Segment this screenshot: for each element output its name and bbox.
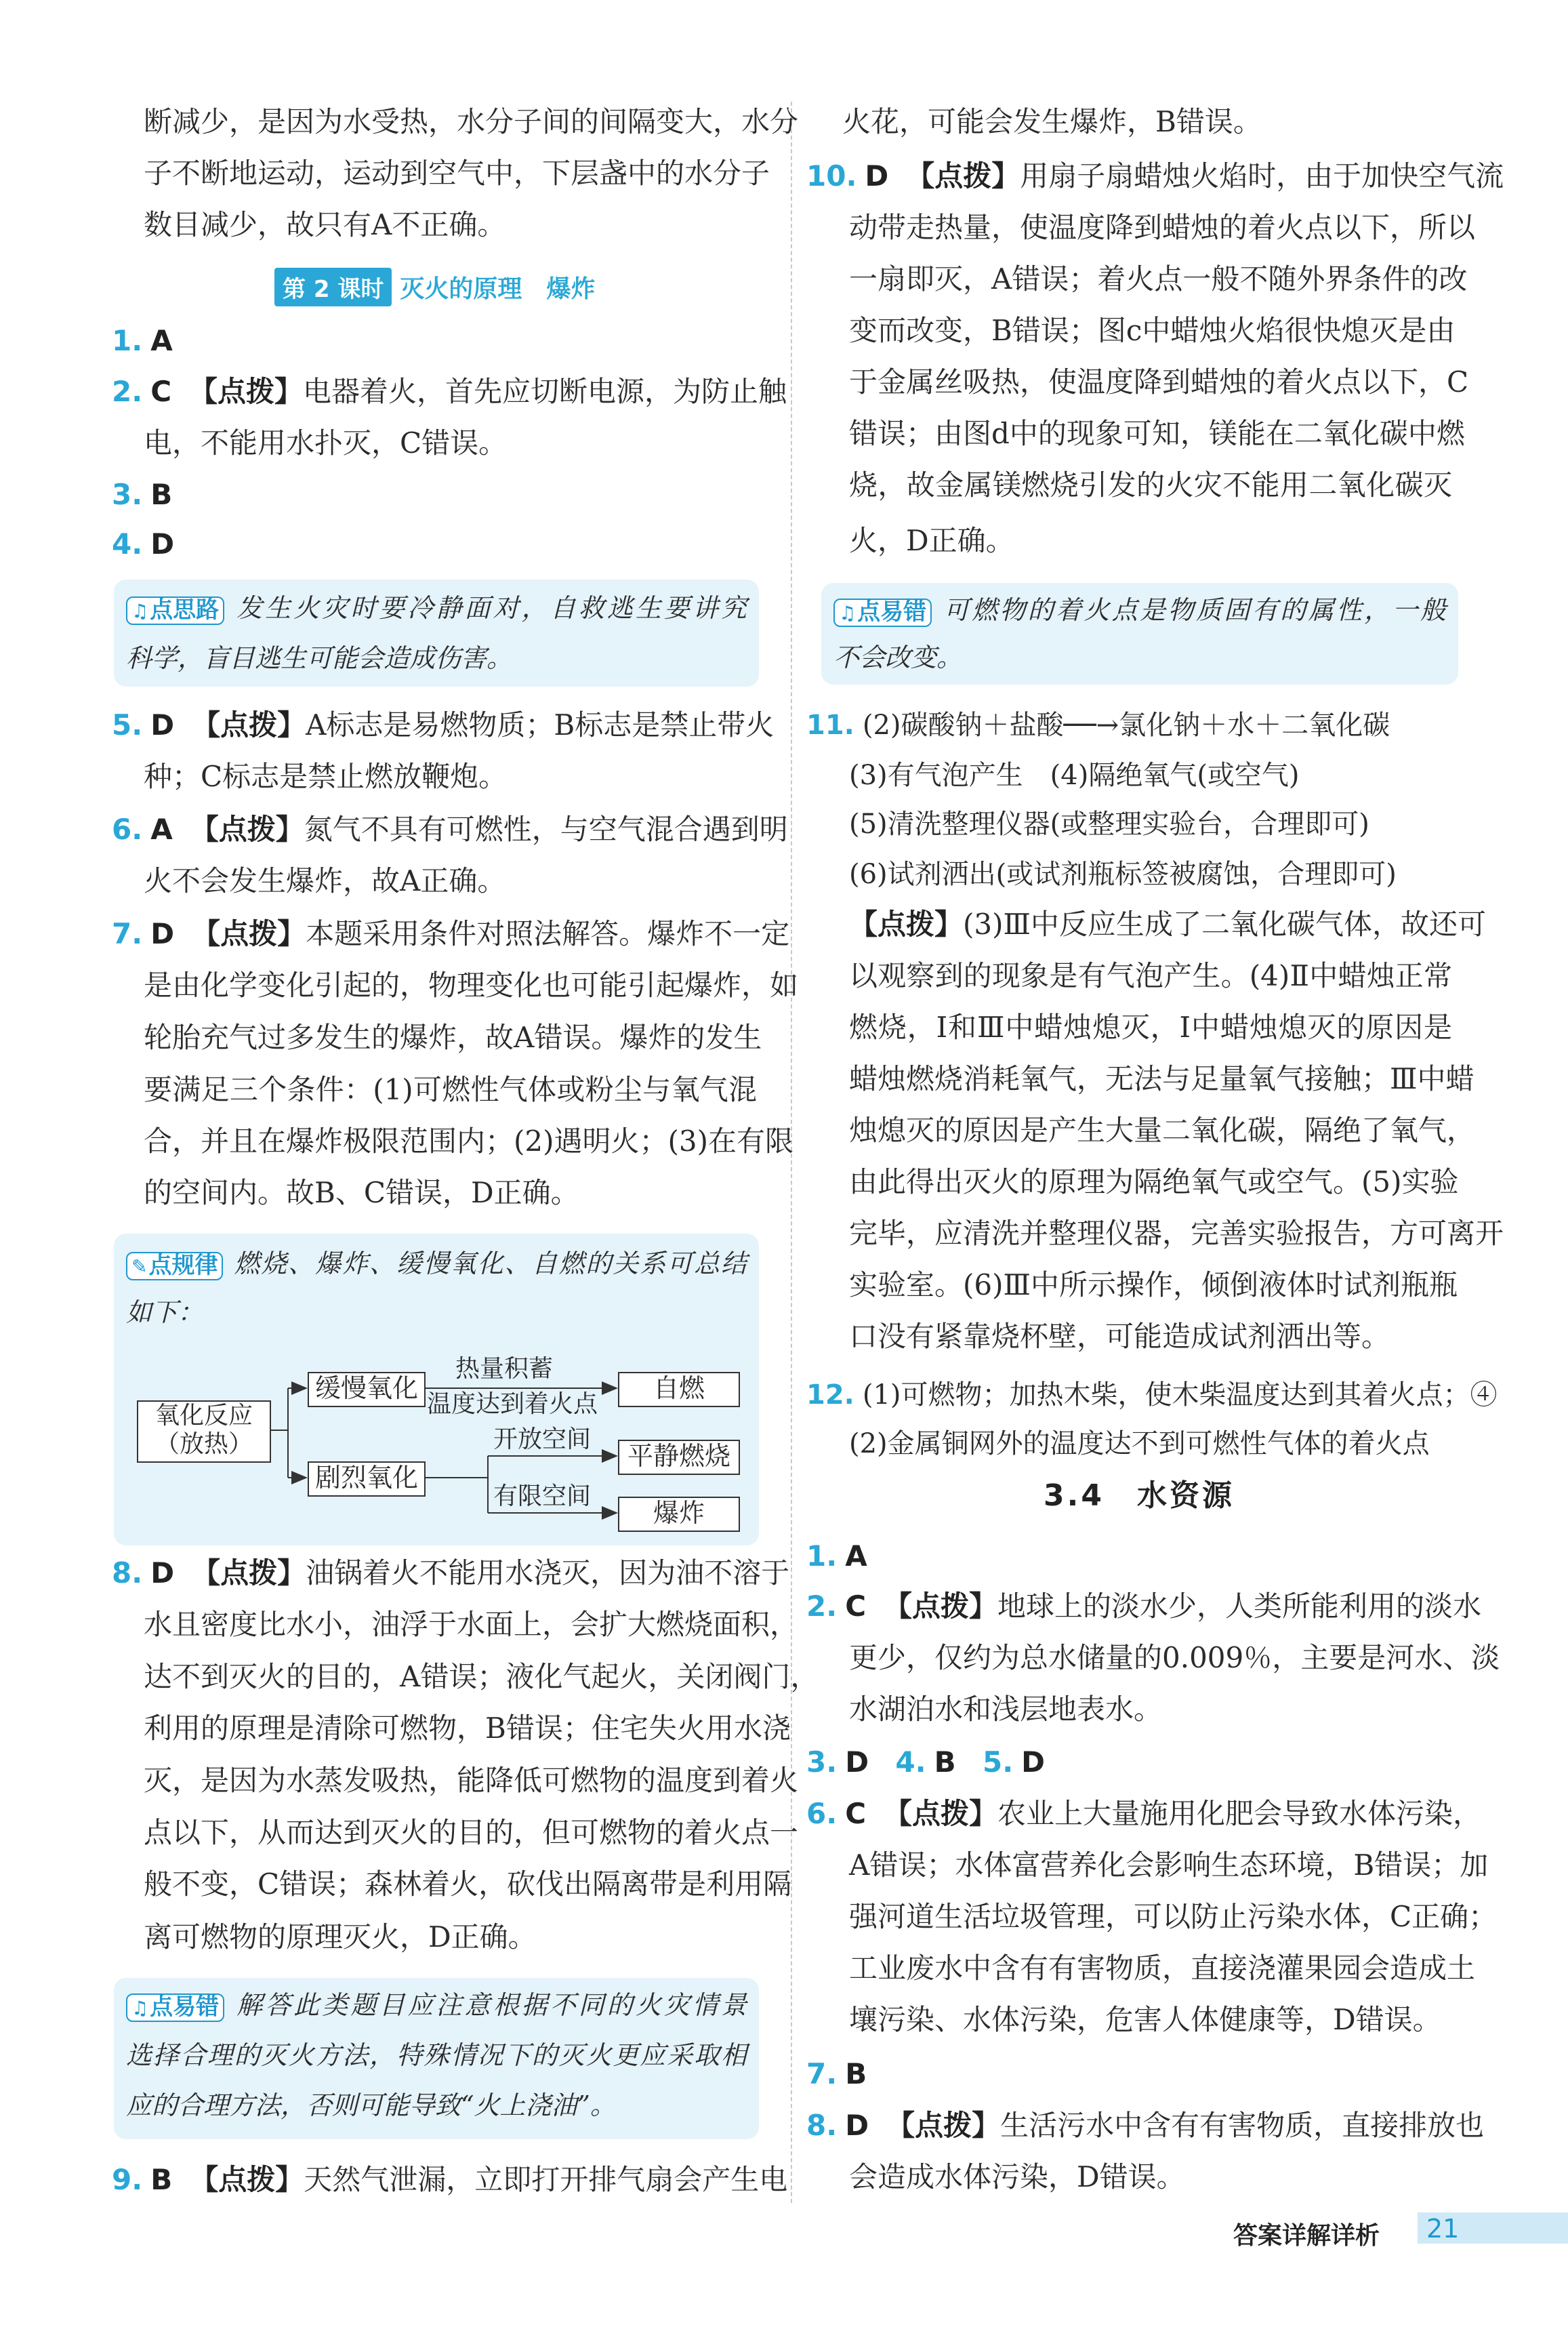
answer-item: [806, 1537, 885, 1575]
answer-item: [112, 2161, 788, 2199]
hint-tag: 【点拨】: [192, 708, 306, 742]
question-number: 3.: [806, 1745, 838, 1779]
text-line: 以观察到的现象是有气泡产生。(4)Ⅱ中蜡烛正常: [849, 959, 1452, 992]
answer-letter: C: [845, 1797, 867, 1830]
question-number: 12.: [806, 1379, 854, 1411]
answer-letter: D: [845, 2109, 869, 2142]
answer-item: [112, 476, 190, 514]
tip-box: [114, 1978, 759, 2139]
question-number: 1.: [112, 324, 143, 357]
text-line: 是由化学变化引起的，物理变化也可能引起爆炸，如: [144, 969, 799, 1002]
text-line: 口没有紧靠烧杯壁，可能造成试剂洒出等。: [849, 1320, 1390, 1353]
text-line: 的空间内。故B、C错误，D正确。: [144, 1176, 579, 1209]
diagram-autoignition: 自燃: [618, 1372, 740, 1407]
text-line: 更少，仅约为总水储量的0.009％，主要是河水、淡: [849, 1641, 1500, 1674]
question-number: 5.: [982, 1745, 1014, 1779]
hint-tag: 【点拨】: [849, 908, 964, 941]
text-line: 会造成水体污染，D错误。: [849, 2160, 1185, 2193]
answer-letter: D: [1021, 1745, 1046, 1779]
text-line: 火，D正确。: [849, 524, 1014, 557]
text-line: 点以下，从而达到灭火的目的，但可燃物的着火点一: [144, 1816, 799, 1849]
answer-item: [112, 915, 790, 953]
text-line: 断减少，是因为水受热，水分子间的间隔变大，水分: [144, 105, 799, 138]
text-line: (3)有气泡产生 (4)隔绝氧气(或空气): [849, 760, 1300, 791]
text-line: 强河道生活垃圾管理，可以防止污染水体，C正确；: [849, 1900, 1498, 1933]
text-line: (6)试剂洒出(或试剂瓶标签被腐蚀，合理即可): [849, 859, 1397, 890]
diagram-fast-oxidation: 剧烈氧化: [308, 1461, 426, 1497]
text-line: 水且密度比水小，油浮于水面上，会扩大燃烧面积，: [144, 1608, 799, 1641]
hint-tag: 【点拨】: [886, 2109, 1001, 2142]
text-line: 一扇即灭，A错误；着火点一般不随外界条件的改: [849, 262, 1468, 296]
answer-letter: A: [150, 324, 173, 357]
answer-item: [806, 1376, 1498, 1414]
answer-letter: A: [845, 1539, 867, 1573]
lesson-heading: [274, 268, 595, 306]
explanation-text: 地球上的淡水少，人类所能利用的淡水: [997, 1589, 1482, 1623]
tip-tag: ✎点规律: [126, 1252, 223, 1280]
text-line: A错误；水体富营养化会影响生态环境，B错误；加: [849, 1848, 1489, 1882]
answer-letter: B: [150, 2163, 173, 2196]
answer-item: [112, 322, 190, 360]
answer-text: (1)可燃物；加热木柴，使木柴温度达到其着火点；④: [862, 1379, 1498, 1411]
page-number: 21: [1426, 2214, 1460, 2244]
tip-tag: ♫点易错: [833, 599, 932, 627]
answer-letter: C: [150, 375, 172, 408]
question-number: 7.: [112, 917, 143, 950]
answer-item: [806, 157, 1504, 195]
answer-item: [806, 706, 1390, 744]
text-line: 般不变，C错误；森林着火，砍伐出隔离带是利用隔: [144, 1867, 792, 1901]
question-number: 2.: [806, 1589, 838, 1623]
hint-tag: 【点拨】: [190, 813, 304, 846]
tip-box: [114, 580, 759, 687]
answer-letter: B: [150, 478, 173, 511]
question-number: 1.: [806, 1539, 838, 1573]
diagram-calm-burning: 平静燃烧: [618, 1440, 740, 1475]
answer-item: [112, 373, 787, 411]
text-line: 轮胎充气过多发生的爆炸，故A错误。爆炸的发生: [144, 1021, 762, 1054]
diagram-label: 有限空间: [493, 1482, 592, 1510]
question-number: 6.: [806, 1797, 838, 1830]
text-line: 完毕，应清洗并整理仪器，完善实验报告，方可离开: [849, 1217, 1504, 1250]
text-line: 烧，故金属镁燃烧引发的火灾不能用二氧化碳灭: [849, 468, 1452, 502]
diagram-label: 热量积蓄: [455, 1355, 554, 1383]
footer-label: 答案详解详析: [1233, 2222, 1380, 2250]
question-number: 3.: [112, 478, 143, 511]
text-line: (2)金属铜网外的温度达不到可燃性气体的着火点: [849, 1428, 1430, 1459]
question-number: 5.: [112, 708, 143, 742]
answer-item: [806, 1795, 1482, 1833]
answer-item: [806, 2107, 1485, 2145]
answer-letter: D: [150, 527, 175, 561]
hint-tag: 【点拨】: [884, 1589, 998, 1623]
tip-line: 如下：: [126, 1297, 204, 1327]
text-line: 要满足三个条件：(1)可燃性气体或粉尘与氧气混: [144, 1073, 757, 1106]
explanation-text: 油锅着火不能用水浇灭，因为油不溶于: [306, 1556, 790, 1589]
explanation-text: 本题采用条件对照法解答。爆炸不一定: [306, 917, 790, 950]
explanation-text: 用扇子扇蜡烛火焰时，由于加快空气流: [1020, 159, 1504, 193]
question-number: 9.: [112, 2163, 143, 2196]
diagram-label: 温度达到着火点: [427, 1390, 598, 1418]
answer-letter: C: [845, 1589, 867, 1623]
text-line: 电，不能用水扑灭，C错误。: [144, 426, 508, 460]
explanation-text: 农业上大量施用化肥会导致水体污染，: [997, 1797, 1482, 1830]
answer-item: [806, 1743, 1062, 1781]
text-line: 离可燃物的原理灭火，D正确。: [144, 1920, 537, 1953]
answer-item: [849, 906, 1487, 944]
answer-letter: D: [150, 708, 175, 742]
text-line: 动带走热量，使温度降到蜡烛的着火点以下，所以: [849, 211, 1476, 244]
text-line: 实验室。(6)Ⅲ中所示操作，倾倒液体时试剂瓶瓶: [849, 1268, 1458, 1301]
text-line: 种；C标志是禁止燃放鞭炮。: [144, 760, 508, 793]
question-number: 7.: [806, 2057, 838, 2090]
text-line: 错误；由图d中的现象可知，镁能在二氧化碳中燃: [849, 417, 1465, 450]
question-number: 6.: [112, 813, 143, 846]
text-line: 燃烧，Ⅰ和Ⅲ中蜡烛熄灭，Ⅰ中蜡烛熄灭的原因是: [849, 1011, 1452, 1044]
tip-line: 科学，盲目逃生可能会造成伤害。: [126, 643, 513, 673]
hint-tag: 【点拨】: [189, 375, 304, 408]
tip-line: ♫点思路 发生火灾时要冷静面对，自救逃生要讲究: [126, 592, 747, 625]
text-line: 工业废水中含有有害物质，直接浇灌果园会造成土: [849, 1951, 1476, 1985]
hint-tag: 【点拨】: [192, 917, 306, 950]
relation-diagram: [136, 1356, 745, 1532]
text-line: 子不断地运动，运动到空气中，下层盏中的水分子: [144, 157, 770, 190]
text-line: 数目减少，故只有A不正确。: [144, 208, 506, 241]
tip-line: 不会改变。: [833, 643, 963, 672]
text-line: 灭，是因为水蒸发吸热，能降低可燃物的温度到着火: [144, 1764, 799, 1797]
explanation-text: 生活污水中含有有害物质，直接排放也: [1000, 2109, 1485, 2142]
text-line: 于金属丝吸热，使温度降到蜡烛的着火点以下，C: [849, 365, 1469, 399]
question-number: 10.: [806, 159, 857, 193]
tip-line: ♫点易错 解答此类题目应注意根据不同的火灾情景: [126, 1989, 747, 2022]
text-line: 达不到灭火的目的，A错误；液化气起火，关闭阀门，: [144, 1660, 819, 1693]
text-line: 壤污染、水体污染，危害人体健康等，D错误。: [849, 2003, 1441, 2036]
explanation-text: 氮气不具有可燃性，与空气混合遇到明: [304, 813, 788, 846]
question-number: 4.: [895, 1745, 926, 1779]
answer-letter: D: [865, 159, 889, 193]
explanation-text: 电器着火，首先应切断电源，为防止触: [303, 375, 787, 408]
question-number: 4.: [112, 527, 143, 561]
answer-item: [112, 1554, 790, 1592]
tip-tag: ♫点思路: [126, 596, 224, 625]
answer-item: [112, 706, 775, 744]
answer-letter: D: [150, 1556, 175, 1589]
explanation-text: A标志是易燃物质；B标志是禁止带火: [306, 708, 775, 742]
answer-letter: D: [845, 1745, 869, 1779]
hint-tag: 【点拨】: [884, 1797, 998, 1830]
question-number: 8.: [112, 1556, 143, 1589]
tip-line: 应的合理方法，否则可能导致“火上浇油”。: [126, 2090, 616, 2120]
diagram-label: 开放空间: [493, 1425, 592, 1453]
diagram-slow-oxidation: 缓慢氧化: [308, 1372, 426, 1407]
text-line: 变而改变，B错误；图c中蜡烛火焰很快熄灭是由: [849, 314, 1456, 347]
text-line: 火不会发生爆炸，故A正确。: [144, 864, 506, 897]
text-line: (5)清洗整理仪器(或整理实验台，合理即可): [849, 809, 1369, 840]
answer-item: [806, 1587, 1482, 1625]
tip-line: ♫点易错 可燃物的着火点是物质固有的属性，一般: [833, 594, 1446, 627]
text-line: 蜡烛燃烧消耗氧气，无法与足量氧气接触；Ⅲ中蜡: [849, 1062, 1474, 1095]
tip-tag: ♫点易错: [126, 1993, 224, 2022]
explanation-text: (3)Ⅲ中反应生成了二氧化碳气体，故还可: [963, 908, 1487, 941]
answer-item: [112, 525, 192, 563]
answer-text: (2)碳酸钠＋盐酸──→氯化钠＋水＋二氧化碳: [862, 710, 1390, 741]
answer-letter: B: [934, 1745, 956, 1779]
text-line: 水湖泊水和浅层地表水。: [849, 1693, 1163, 1726]
lesson-title: 灭火的原理 爆炸: [400, 275, 596, 303]
answer-letter: B: [845, 2057, 867, 2090]
text-line: 火花，可能会发生爆炸，B错误。: [842, 105, 1262, 138]
text-line: 利用的原理是清除可燃物，B错误；住宅失火用水浇: [144, 1712, 791, 1745]
answer-item: [112, 811, 788, 849]
hint-tag: 【点拨】: [906, 159, 1020, 193]
answer-letter: A: [150, 813, 173, 846]
section-title: 3.4 水资源: [1044, 1478, 1235, 1513]
answer-letter: D: [150, 917, 175, 950]
question-number: 11.: [806, 710, 854, 741]
hint-tag: 【点拨】: [190, 2163, 304, 2196]
hint-tag: 【点拨】: [192, 1556, 306, 1589]
text-line: 合，并且在爆炸极限范围内；(2)遇明火；(3)在有限: [144, 1125, 793, 1158]
answer-item: [806, 2055, 884, 2093]
question-number: 8.: [806, 2109, 838, 2142]
text-line: 由此得出灭火的原理为隔绝氧气或空气。(5)实验: [849, 1165, 1459, 1198]
tip-box: [821, 583, 1458, 685]
question-number: 2.: [112, 375, 143, 408]
text-line: 烛熄灭的原因是产生大量二氧化碳，隔绝了氧气，: [849, 1114, 1476, 1147]
tip-line: ✎点规律 燃烧、爆炸、缓慢氧化、自燃的关系可总结: [126, 1247, 747, 1280]
lesson-badge: 第 2 课时: [274, 268, 392, 306]
diagram-root: 氧化反应（放热）: [137, 1400, 271, 1463]
explanation-text: 天然气泄漏，立即打开排气扇会产生电: [304, 2163, 788, 2196]
tip-line: 选择合理的灭火方法，特殊情况下的灭火更应采取相: [126, 2040, 747, 2070]
diagram-explosion: 爆炸: [618, 1497, 740, 1532]
